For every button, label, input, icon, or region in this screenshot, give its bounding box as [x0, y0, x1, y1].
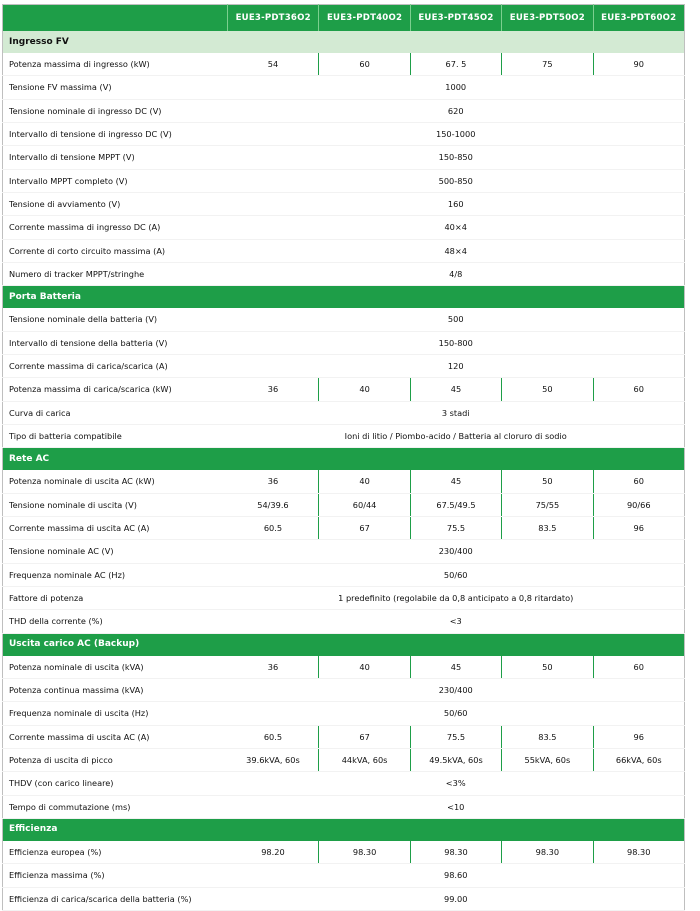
- spec-label: Tensione nominale della batteria (V): [3, 308, 228, 331]
- spec-value-all-models: 48×4: [228, 239, 685, 262]
- spec-row: [3, 76, 685, 99]
- spec-value: 90: [593, 53, 684, 76]
- spec-value: 60: [593, 470, 684, 493]
- model-header: EUE3-PDT45O2: [410, 5, 501, 32]
- spec-label: Frequenza nominale AC (Hz): [3, 563, 228, 586]
- section-header-row: [3, 448, 685, 471]
- spec-row: [3, 725, 685, 748]
- spec-row: [3, 656, 685, 679]
- table-body: [3, 31, 685, 910]
- spec-value: 60.5: [228, 516, 319, 539]
- spec-value: 54/39.6: [228, 493, 319, 516]
- spec-row: [3, 401, 685, 424]
- spec-value: 60: [593, 656, 684, 679]
- spec-label: Intervallo di tensione della batteria (V): [3, 331, 228, 354]
- spec-row: [3, 678, 685, 701]
- spec-value: 98.30: [410, 841, 501, 864]
- section-header-row: [3, 818, 685, 841]
- spec-value-all-models: 500: [228, 308, 685, 331]
- spec-value-all-models: 50/60: [228, 702, 685, 725]
- spec-value-all-models: <10: [228, 795, 685, 818]
- spec-row: [3, 493, 685, 516]
- section-header-row: [3, 633, 685, 656]
- spec-value: 75/55: [502, 493, 593, 516]
- spec-value-all-models: 4/8: [228, 262, 685, 285]
- spec-row: [3, 748, 685, 771]
- spec-value-all-models: 40×4: [228, 216, 685, 239]
- spec-value: 96: [593, 725, 684, 748]
- spec-value: 66kVA, 60s: [593, 748, 684, 771]
- spec-label: Potenza massima di carica/scarica (kW): [3, 378, 228, 401]
- spec-value-all-models: 160: [228, 192, 685, 215]
- spec-label: Tensione nominale AC (V): [3, 540, 228, 563]
- spec-value-all-models: 1 predefinito (regolabile da 0,8 anticipato a 0,8 ritardato): [228, 586, 685, 609]
- spec-label: Numero di tracker MPPT/stringhe: [3, 262, 228, 285]
- spec-row: [3, 772, 685, 795]
- model-header: EUE3-PDT36O2: [228, 5, 319, 32]
- spec-table: [2, 4, 685, 911]
- spec-row: [3, 864, 685, 887]
- spec-label: Tensione di avviamento (V): [3, 192, 228, 215]
- spec-label: Potenza continua massima (kVA): [3, 678, 228, 701]
- spec-row: [3, 192, 685, 215]
- spec-value-all-models: 3 stadi: [228, 401, 685, 424]
- spec-value: 83.5: [502, 725, 593, 748]
- spec-label: Tempo di commutazione (ms): [3, 795, 228, 818]
- spec-value: 36: [228, 470, 319, 493]
- spec-value-all-models: 150-1000: [228, 122, 685, 145]
- spec-value: 67: [319, 516, 410, 539]
- spec-value: 36: [228, 656, 319, 679]
- spec-label: Frequenza nominale di uscita (Hz): [3, 702, 228, 725]
- spec-value: 45: [410, 656, 501, 679]
- spec-value: 96: [593, 516, 684, 539]
- spec-value-all-models: 150-850: [228, 146, 685, 169]
- spec-value: 83.5: [502, 516, 593, 539]
- spec-row: [3, 424, 685, 447]
- spec-sheet: [2, 4, 684, 911]
- spec-row: [3, 540, 685, 563]
- spec-value-all-models: 50/60: [228, 563, 685, 586]
- spec-value-all-models: <3%: [228, 772, 685, 795]
- spec-value: 75: [502, 53, 593, 76]
- spec-label: Tensione nominale di ingresso DC (V): [3, 99, 228, 122]
- spec-value: 50: [502, 378, 593, 401]
- spec-label: THDV (con carico lineare): [3, 772, 228, 795]
- header-row: [3, 5, 685, 32]
- spec-label: Tipo di batteria compatibile: [3, 424, 228, 447]
- section-title: Porta Batteria: [3, 286, 685, 309]
- spec-label: Corrente massima di uscita AC (A): [3, 516, 228, 539]
- spec-value: 49.5kVA, 60s: [410, 748, 501, 771]
- spec-value: 50: [502, 470, 593, 493]
- spec-row: [3, 53, 685, 76]
- spec-value-all-models: 620: [228, 99, 685, 122]
- spec-value-all-models: <3: [228, 610, 685, 633]
- spec-row: [3, 239, 685, 262]
- model-header: EUE3-PDT40O2: [319, 5, 410, 32]
- section-title: Ingresso FV: [3, 31, 685, 53]
- spec-value-all-models: 230/400: [228, 540, 685, 563]
- spec-row: [3, 354, 685, 377]
- spec-value-all-models: 98.60: [228, 864, 685, 887]
- spec-label: Efficienza di carica/scarica della batteria (%): [3, 887, 228, 910]
- spec-value: 60/44: [319, 493, 410, 516]
- spec-value: 98.30: [502, 841, 593, 864]
- header-blank-cell: [3, 5, 228, 32]
- spec-label: Fattore di potenza: [3, 586, 228, 609]
- spec-value: 36: [228, 378, 319, 401]
- spec-label: Potenza di uscita di picco: [3, 748, 228, 771]
- section-header-row: [3, 286, 685, 309]
- spec-value-all-models: 99.00: [228, 887, 685, 910]
- spec-value-all-models: Ioni di litio / Piombo-acido / Batteria al cloruro di sodio: [228, 424, 685, 447]
- spec-row: [3, 470, 685, 493]
- model-header: EUE3-PDT50O2: [502, 5, 593, 32]
- spec-label: Intervallo di tensione di ingresso DC (V): [3, 122, 228, 145]
- spec-row: [3, 516, 685, 539]
- spec-row: [3, 99, 685, 122]
- spec-value: 45: [410, 378, 501, 401]
- spec-label: Efficienza europea (%): [3, 841, 228, 864]
- spec-label: Potenza nominale di uscita AC (kW): [3, 470, 228, 493]
- section-title: Efficienza: [3, 818, 685, 841]
- spec-row: [3, 586, 685, 609]
- spec-value: 75.5: [410, 725, 501, 748]
- table-header: [3, 5, 685, 32]
- spec-label: Tensione nominale di uscita (V): [3, 493, 228, 516]
- spec-value: 67.5/49.5: [410, 493, 501, 516]
- model-header: EUE3-PDT60O2: [593, 5, 684, 32]
- spec-value: 40: [319, 378, 410, 401]
- section-title: Rete AC: [3, 448, 685, 471]
- spec-row: [3, 331, 685, 354]
- section-header-row: [3, 31, 685, 53]
- spec-label: Corrente massima di uscita AC (A): [3, 725, 228, 748]
- spec-label: Tensione FV massima (V): [3, 76, 228, 99]
- spec-value-all-models: 150-800: [228, 331, 685, 354]
- spec-row: [3, 122, 685, 145]
- spec-value: 39.6kVA, 60s: [228, 748, 319, 771]
- spec-row: [3, 308, 685, 331]
- spec-label: Corrente massima di carica/scarica (A): [3, 354, 228, 377]
- spec-label: Potenza nominale di uscita (kVA): [3, 656, 228, 679]
- spec-value: 67. 5: [410, 53, 501, 76]
- spec-label: Potenza massima di ingresso (kW): [3, 53, 228, 76]
- spec-row: [3, 146, 685, 169]
- spec-row: [3, 841, 685, 864]
- spec-label: THD della corrente (%): [3, 610, 228, 633]
- spec-row: [3, 262, 685, 285]
- spec-label: Intervallo MPPT completo (V): [3, 169, 228, 192]
- spec-value-all-models: 1000: [228, 76, 685, 99]
- spec-row: [3, 563, 685, 586]
- spec-row: [3, 169, 685, 192]
- spec-value: 98.30: [319, 841, 410, 864]
- spec-label: Corrente di corto circuito massima (A): [3, 239, 228, 262]
- spec-value: 55kVA, 60s: [502, 748, 593, 771]
- spec-label: Curva di carica: [3, 401, 228, 424]
- spec-value: 50: [502, 656, 593, 679]
- spec-value: 44kVA, 60s: [319, 748, 410, 771]
- spec-row: [3, 378, 685, 401]
- spec-label: Corrente massima di ingresso DC (A): [3, 216, 228, 239]
- spec-label: Intervallo di tensione MPPT (V): [3, 146, 228, 169]
- spec-row: [3, 702, 685, 725]
- spec-value: 90/66: [593, 493, 684, 516]
- spec-value: 75.5: [410, 516, 501, 539]
- spec-value: 98.30: [593, 841, 684, 864]
- section-title: Uscita carico AC (Backup): [3, 633, 685, 656]
- spec-row: [3, 216, 685, 239]
- spec-value: 40: [319, 470, 410, 493]
- spec-row: [3, 887, 685, 910]
- spec-value-all-models: 500-850: [228, 169, 685, 192]
- spec-label: Efficienza massima (%): [3, 864, 228, 887]
- spec-value: 40: [319, 656, 410, 679]
- spec-value: 60: [319, 53, 410, 76]
- spec-value: 98.20: [228, 841, 319, 864]
- spec-value: 45: [410, 470, 501, 493]
- spec-value-all-models: 120: [228, 354, 685, 377]
- spec-value: 67: [319, 725, 410, 748]
- spec-row: [3, 610, 685, 633]
- spec-value: 60: [593, 378, 684, 401]
- spec-row: [3, 795, 685, 818]
- spec-value-all-models: 230/400: [228, 678, 685, 701]
- spec-value: 60.5: [228, 725, 319, 748]
- spec-value: 54: [228, 53, 319, 76]
